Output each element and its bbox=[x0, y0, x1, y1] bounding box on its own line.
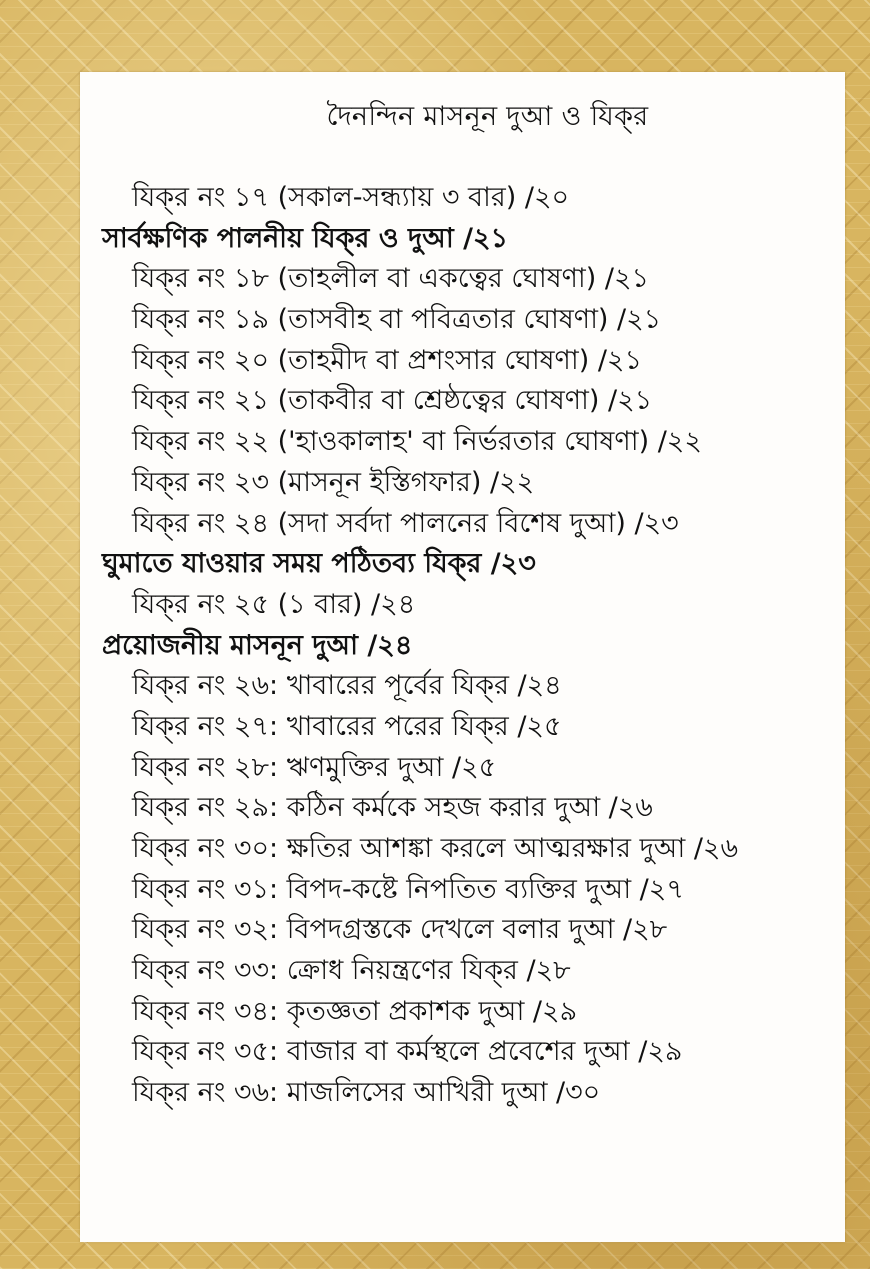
toc-entry: যিক্‌র নং ৩৬: মাজলিসের আখিরী দুআ /৩০ bbox=[132, 1077, 601, 1109]
toc-entry: যিক্‌র নং ২০ (তাহমীদ বা প্রশংসার ঘোষণা) /২১ bbox=[132, 344, 642, 376]
toc-entry: যিক্‌র নং ১৭ (সকাল-সন্ধ্যায় ৩ বার) /২০ bbox=[132, 182, 570, 213]
toc-page bbox=[80, 72, 845, 1242]
toc-entry: যিক্‌র নং ৩৫: বাজার বা কর্মস্থলে প্রবেশের দুআ /২৯ bbox=[132, 1036, 683, 1068]
toc-entry: যিক্‌র নং ২৪ (সদা সর্বদা পালনের বিশেষ দুআ) /২৩ bbox=[132, 507, 679, 539]
toc-entry: যিক্‌র নং ৩২: বিপদগ্রস্তকে দেখলে বলার দুআ /২৮ bbox=[132, 914, 668, 946]
toc-list bbox=[80, 178, 845, 1114]
toc-section-heading: প্রয়োজনীয় মাসনূন দুআ /২৪ bbox=[102, 629, 413, 661]
toc-entry: যিক্‌র নং ২৬: খাবারের পূর্বের যিক্‌র /২৪ bbox=[132, 670, 562, 702]
toc-entry: যিক্‌র নং ২২ ('হাওকালাহ' বা নির্ভরতার ঘোষণা) /২২ bbox=[132, 426, 702, 458]
toc-entry: যিক্‌র নং ২৫ (১ বার) /২৪ bbox=[132, 588, 416, 620]
toc-entry: যিক্‌র নং ৩০: ক্ষতির আশঙ্কা করলে আত্মরক্ষার দুআ /২৬ bbox=[132, 833, 739, 864]
toc-entry: যিক্‌র নং ৩৩: ক্রোধ নিয়ন্ত্রণের যিক্‌র /২৮ bbox=[132, 955, 571, 987]
toc-section-heading: ঘুমাতে যাওয়ার সময় পঠিতব্য যিক্‌র /২৩ bbox=[102, 548, 536, 580]
toc-entry: যিক্‌র নং ২৭: খাবারের পরের যিক্‌র /২৫ bbox=[132, 710, 562, 742]
toc-entry: যিক্‌র নং ৩৪: কৃতজ্ঞতা প্রকাশক দুআ /২৯ bbox=[132, 995, 578, 1027]
toc-entry: যিক্‌র নং ১৮ (তাহলীল বা একত্বের ঘোষণা) /২১ bbox=[132, 263, 650, 295]
toc-entry: যিক্‌র নং ২৯: কঠিন কর্মকে সহজ করার দুআ /২৬ bbox=[132, 792, 653, 824]
toc-entry: যিক্‌র নং ৩১: বিপদ-কষ্টে নিপতিত ব্যক্তির দুআ /২৭ bbox=[132, 873, 684, 905]
toc-entry: যিক্‌র নং ২১ (তাকবীর বা শ্রেষ্ঠত্বের ঘোষণা) /২১ bbox=[132, 385, 653, 417]
toc-entry: যিক্‌র নং ২৩ (মাসনূন ইস্তিগফার) /২২ bbox=[132, 466, 535, 498]
toc-entry: যিক্‌র নং ২৮: ঋণমুক্তির দুআ /২৫ bbox=[132, 751, 497, 783]
toc-entry: যিক্‌র নং ১৯ (তাসবীহ বা পবিত্রতার ঘোষণা) /২১ bbox=[132, 304, 662, 336]
toc-section-heading: সার্বক্ষণিক পালনীয় যিক্‌র ও দুআ /২১ bbox=[102, 222, 509, 254]
page-title: দৈনন্দিন মাসনূন দুআ ও যিক্‌র bbox=[326, 101, 649, 132]
